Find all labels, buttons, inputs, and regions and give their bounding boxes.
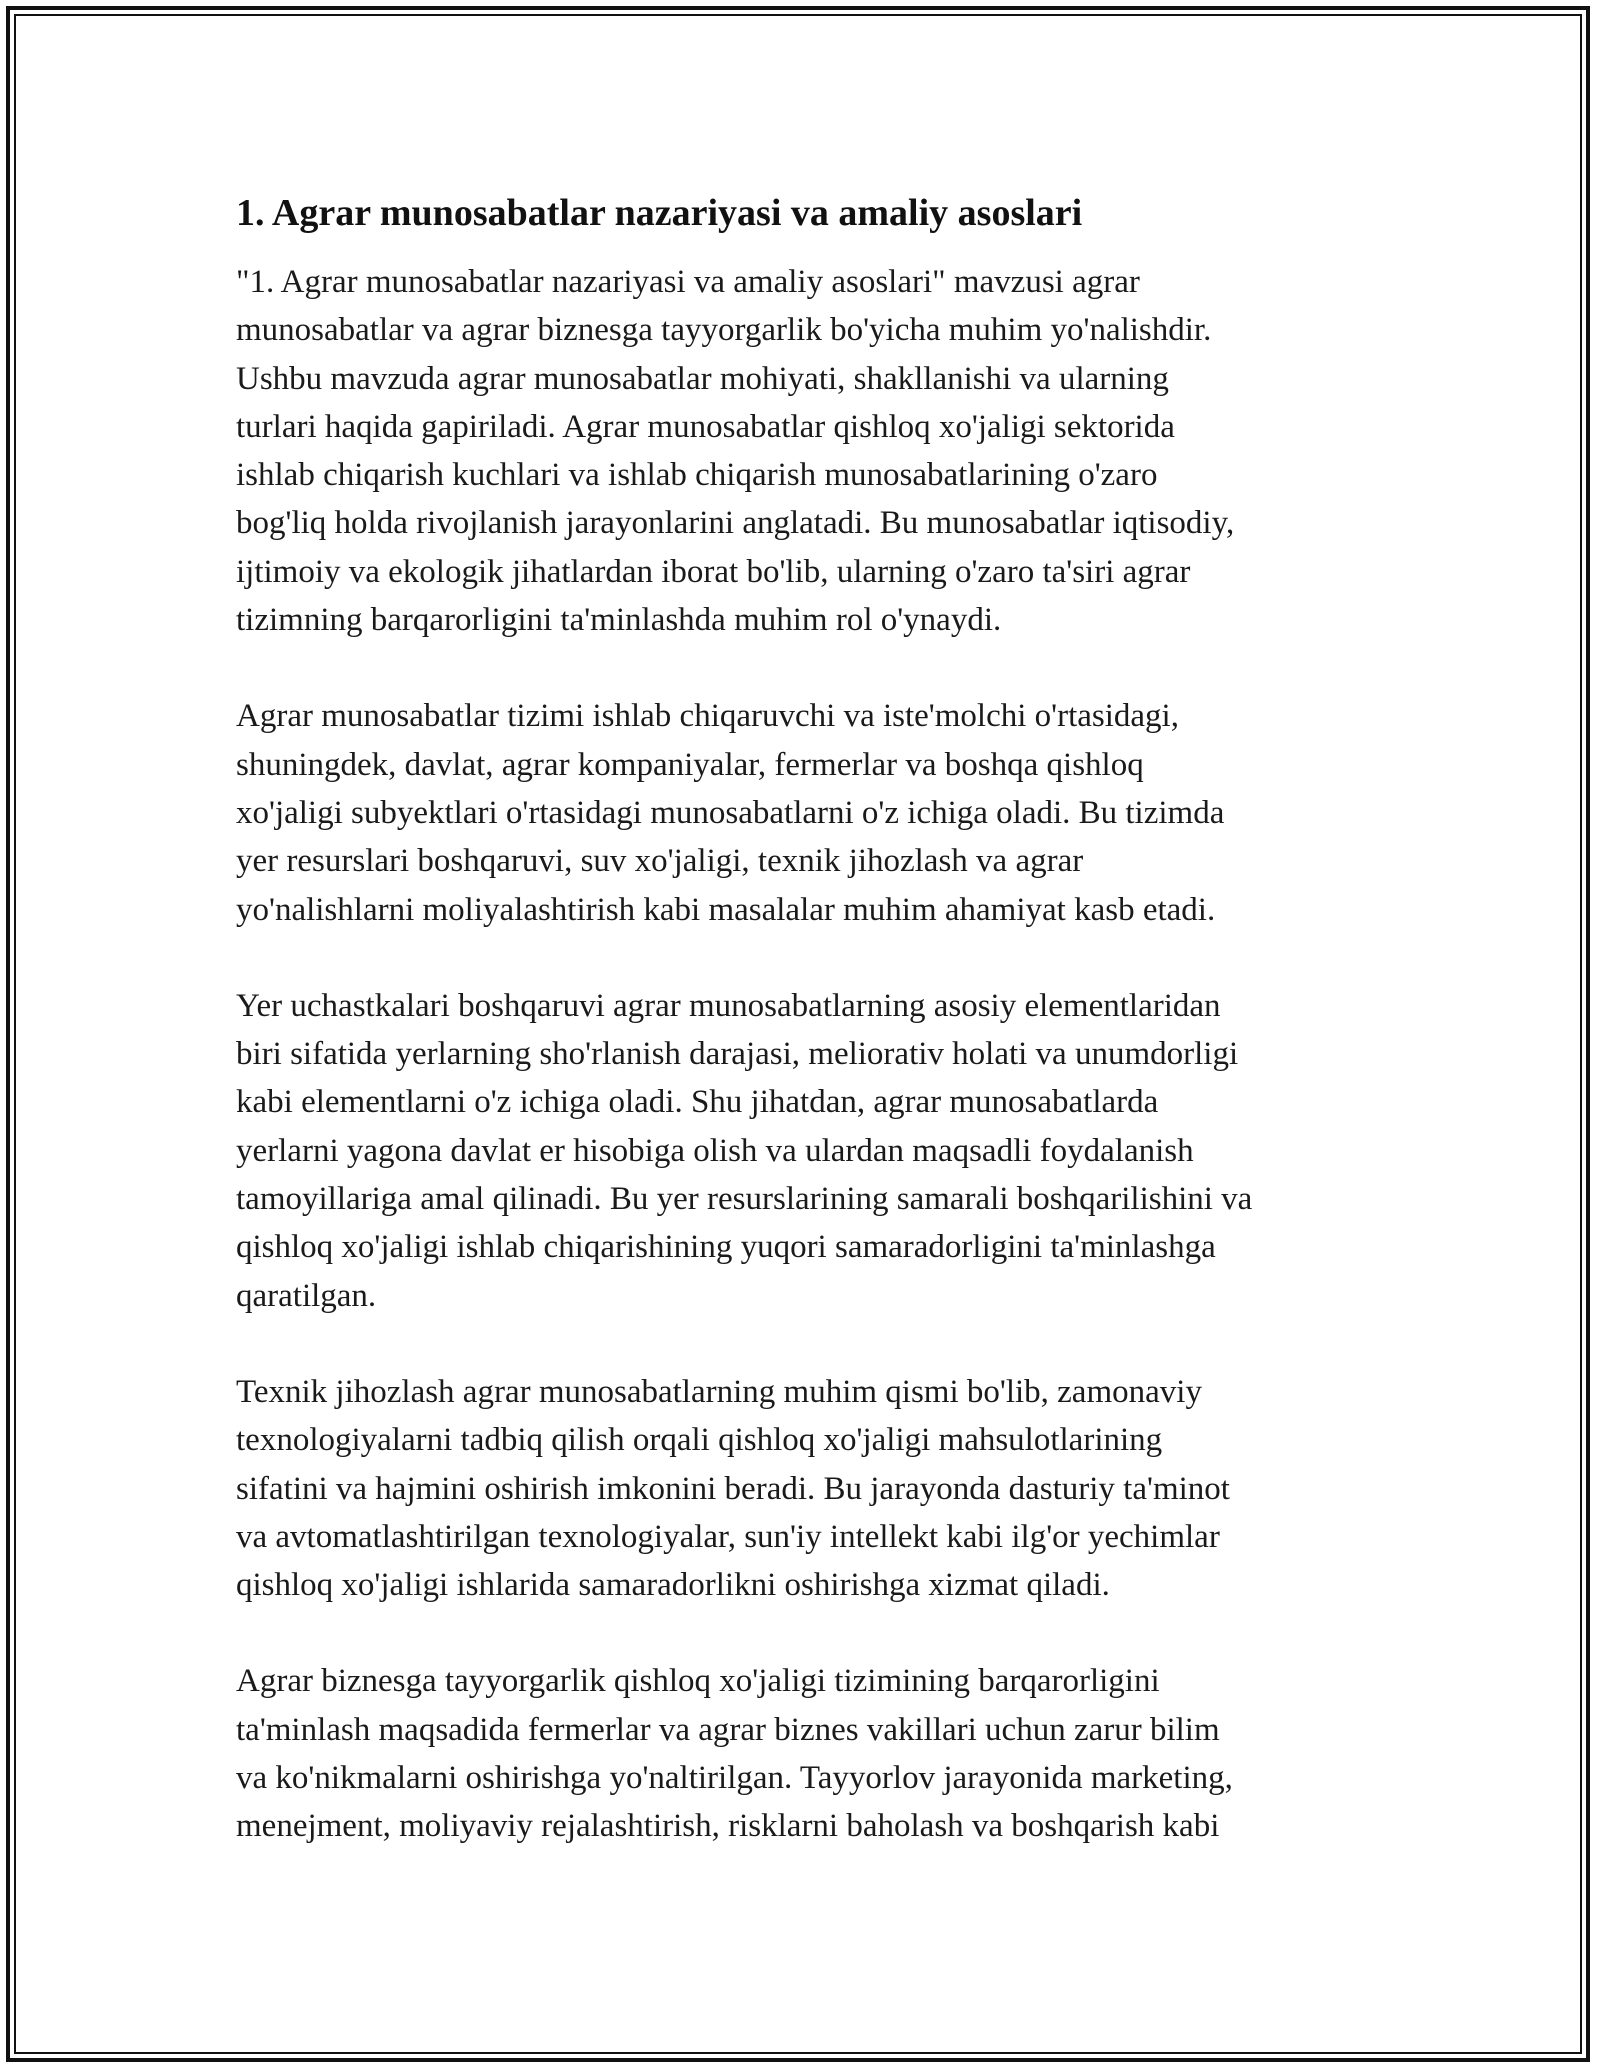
text-line: menejment, moliyaviy rejalashtirish, risklarni baholash va boshqarish kabi — [236, 1808, 1220, 1845]
text-line: va ko'nikmalarni oshirishga yo'naltirilgan. Tayyorlov jarayonida marketing, — [236, 1760, 1233, 1797]
text-line: yer resurslari boshqaruvi, suv xo'jaligi, texnik jihozlash va agrar — [236, 843, 1084, 880]
text-line: ta'minlash maqsadida fermerlar va agrar biznes vakillari uchun zarur bilim — [236, 1711, 1220, 1748]
text-line: qaratilgan. — [236, 1277, 377, 1314]
paragraph-system — [236, 692, 1376, 933]
text-line: Ushbu mavzuda agrar munosabatlar mohiyati, shakllanishi va ularning — [236, 360, 1169, 397]
text-line: munosabatlar va agrar biznesga tayyorgarlik bo'yicha muhim yo'nalishdir. — [236, 312, 1212, 349]
paragraph-business-preparation — [236, 1657, 1376, 1850]
text-line: yerlarni yagona davlat er hisobiga olish va ulardan maqsadli foydalanish — [236, 1132, 1194, 1169]
text-line: qishloq xo'jaligi ishlarida samaradorlikni oshirishga xizmat qiladi. — [236, 1567, 1110, 1604]
text-line: ijtimoiy va ekologik jihatlardan iborat bo'lib, ularning o'zaro ta'siri agrar — [236, 553, 1191, 590]
text-line: Agrar munosabatlar tizimi ishlab chiqaruvchi va iste'molchi o'rtasidagi, — [236, 698, 1179, 735]
text-line: Texnik jihozlash agrar munosabatlarning muhim qismi bo'lib, zamonaviy — [236, 1373, 1202, 1410]
text-line: tamoyillariga amal qilinadi. Bu yer resurslarining samarali boshqarilishini va — [236, 1181, 1253, 1218]
document-title: 1. Agrar munosabatlar nazariyasi va amaliy asoslari — [236, 192, 1083, 234]
text-line: texnologiyalarni tadbiq qilish orqali qishloq xo'jaligi mahsulotlarining — [236, 1422, 1163, 1459]
text-line: biri sifatida yerlarning sho'rlanish darajasi, meliorativ holati va unumdorligi — [236, 1036, 1239, 1073]
text-line: ishlab chiqarish kuchlari va ishlab chiqarish munosabatlarining o'zaro — [236, 457, 1158, 494]
paragraph-technical-equipment — [236, 1368, 1376, 1609]
text-line: Yer uchastkalari boshqaruvi agrar munosabatlarning asosiy elementlaridan — [236, 987, 1221, 1024]
text-line: tizimning barqarorligini ta'minlashda muhim rol o'ynaydi. — [236, 602, 1002, 639]
text-line: sifatini va hajmini oshirish imkonini beradi. Bu jarayonda dasturiy ta'minot — [236, 1470, 1230, 1507]
text-line: xo'jaligi subyektlari o'rtasidagi munosabatlarni o'z ichiga oladi. Bu tizimda — [236, 794, 1225, 831]
text-line: Agrar biznesga tayyorgarlik qishloq xo'jaligi tizimining barqarorligini — [236, 1663, 1160, 1700]
text-line: yo'nalishlarni moliyalashtirish kabi masalalar muhim ahamiyat kasb etadi. — [236, 891, 1216, 928]
text-line: "1. Agrar munosabatlar nazariyasi va amaliy asoslari" mavzusi agrar — [236, 264, 1140, 300]
text-line: kabi elementlarni o'z ichiga oladi. Shu jihatdan, agrar munosabatlarda — [236, 1084, 1159, 1121]
text-line: shuningdek, davlat, agrar kompaniyalar, fermerlar va boshqa qishloq — [236, 746, 1144, 783]
paragraph-intro — [236, 258, 1376, 644]
text-line: va avtomatlashtirilgan texnologiyalar, sun'iy intellekt kabi ilg'or yechimlar — [236, 1518, 1220, 1555]
document-body — [236, 190, 1376, 1899]
paragraph-land-management — [236, 982, 1376, 1320]
text-line: qishloq xo'jaligi ishlab chiqarishining yuqori samaradorligini ta'minlashga — [236, 1229, 1216, 1266]
text-line: bog'liq holda rivojlanish jarayonlarini anglatadi. Bu munosabatlar iqtisodiy, — [236, 505, 1235, 542]
text-line: turlari haqida gapiriladi. Agrar munosabatlar qishloq xo'jaligi sektorida — [236, 408, 1175, 445]
